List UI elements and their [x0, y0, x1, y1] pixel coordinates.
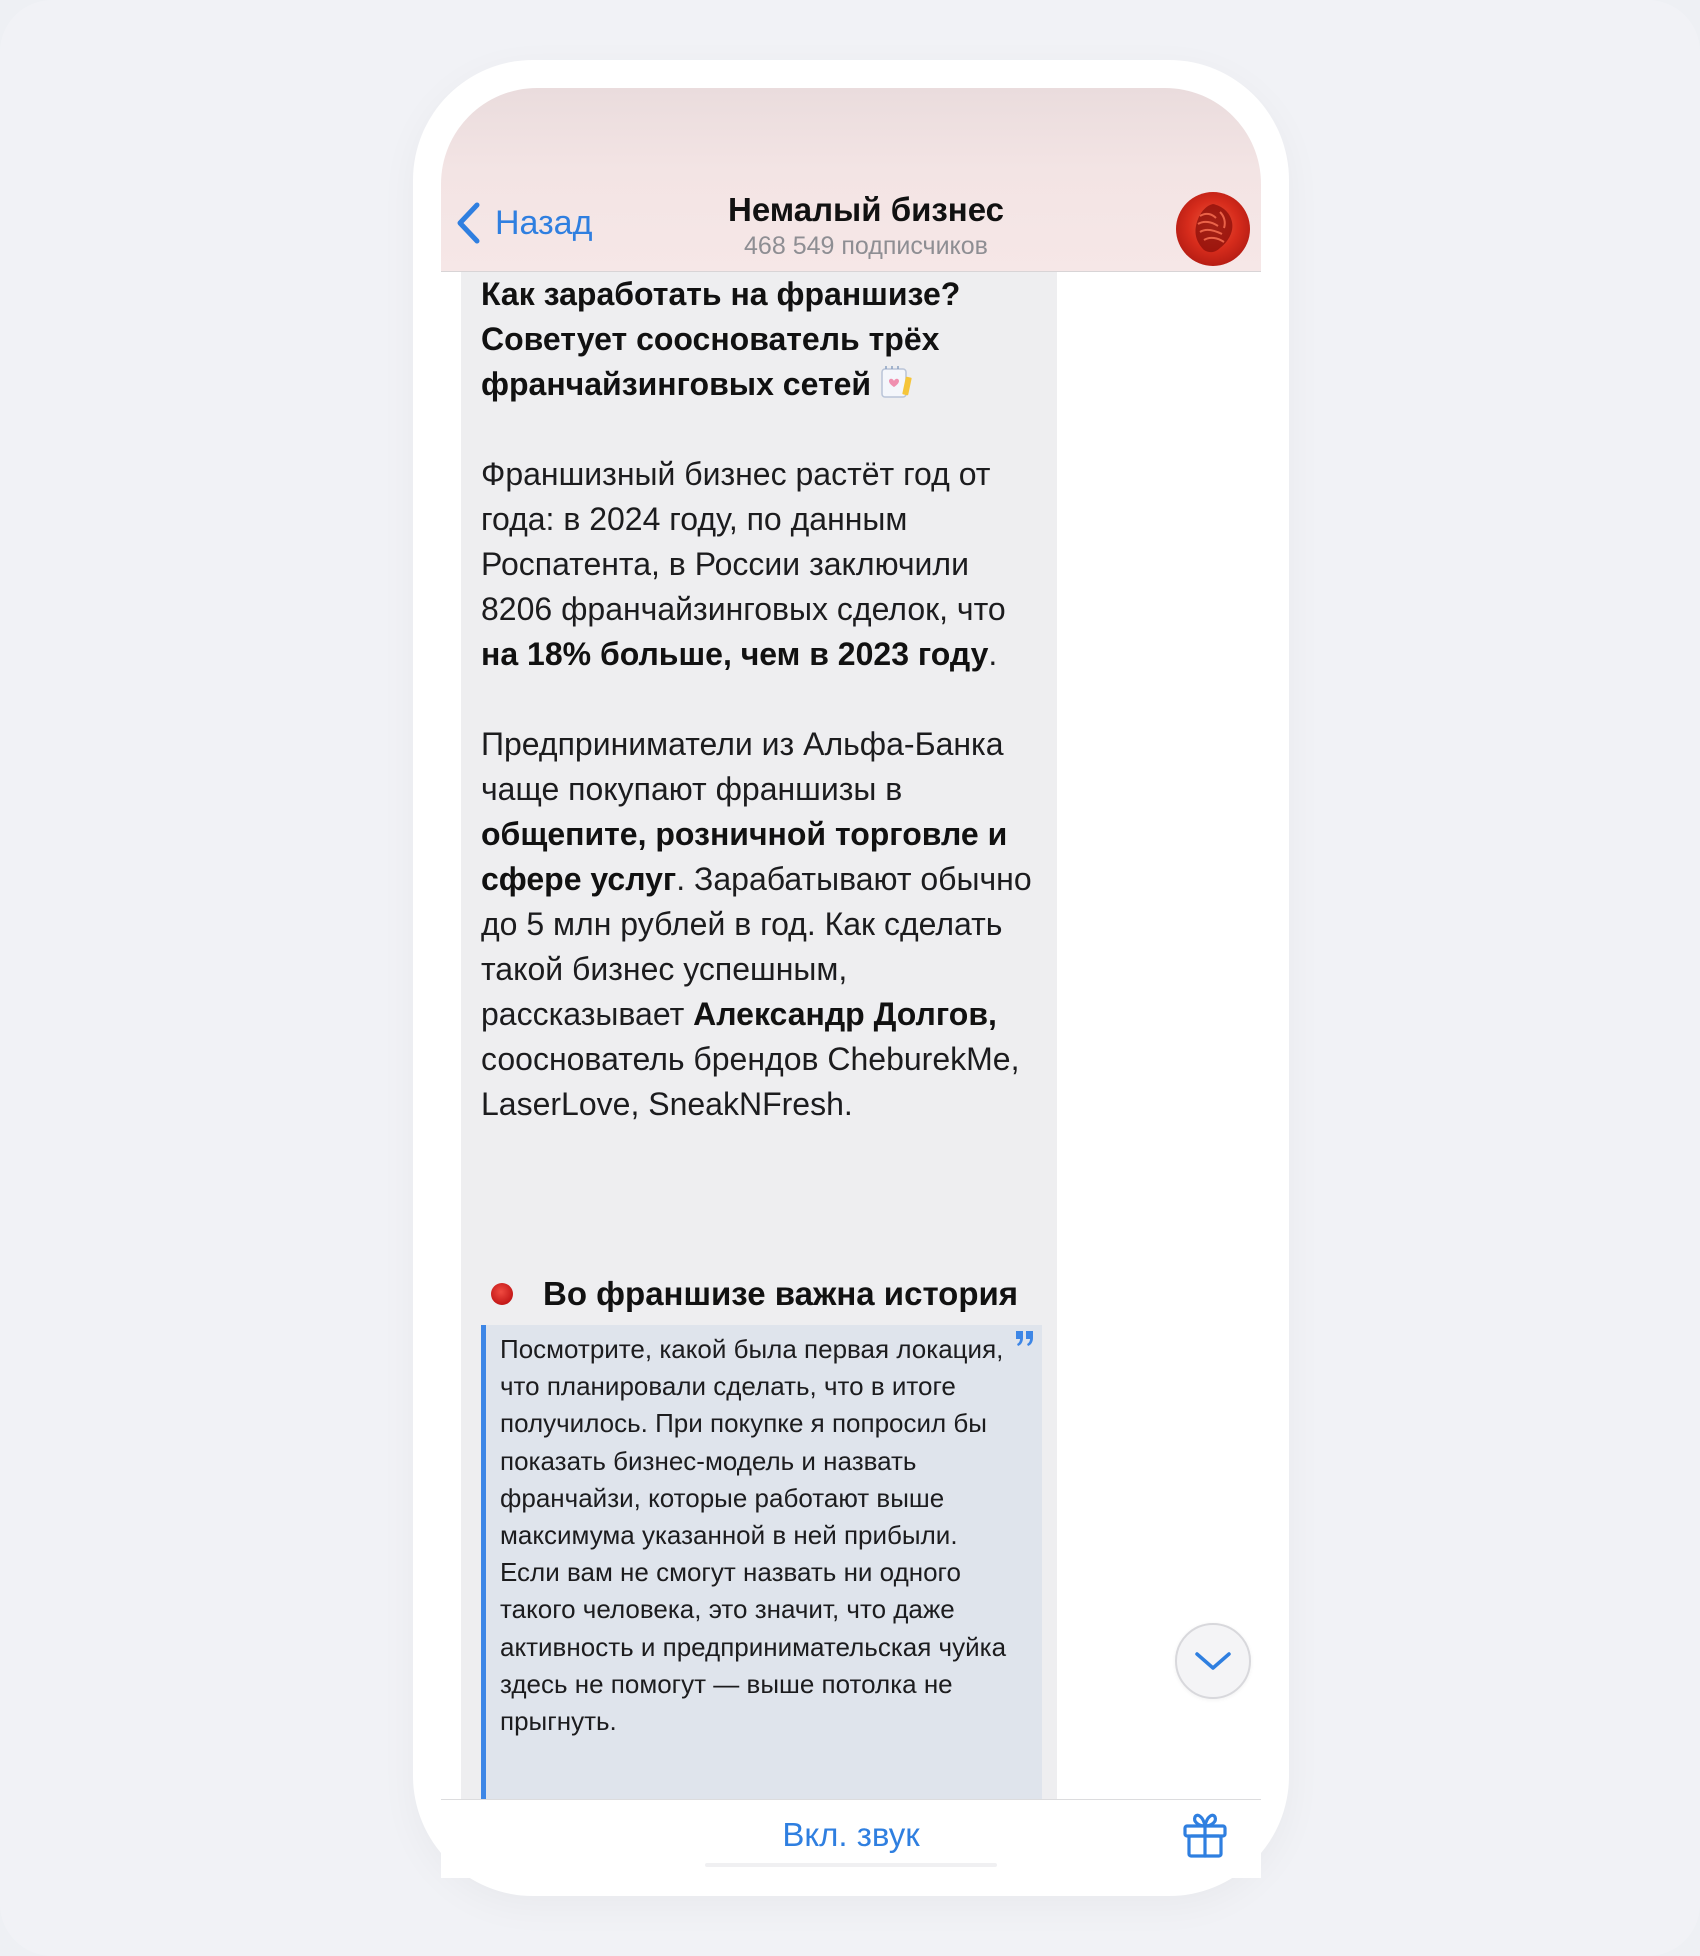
post-paragraph-1: Франшизный бизнес растёт год от года: в 2024 году, по данным Роспатента, в России заключили 8206 франчайзинговых сделок, что на 18% больше, чем в 2023 году. — [481, 456, 1006, 672]
back-button[interactable] — [455, 198, 592, 248]
unmute-button[interactable]: Вкл. звук — [782, 1816, 920, 1853]
quote-block — [481, 1325, 1042, 1799]
channel-title: Немалый бизнес — [728, 191, 1004, 228]
post-heading-line-2: Советует сооснователь трёх — [481, 321, 940, 357]
post-paragraph-2: Предприниматели из Альфа-Банка чаще покупают франшизы в общепите, розничной торговле и сфере услуг. Зарабатывают обычно до 5 млн рублей в год. Как сделать такой бизнес успешным, рассказывает Александр Долгов, сооснователь брендов CheburekMe, LaserLove, SneakNFresh. — [481, 726, 1032, 1122]
gift-button[interactable] — [1181, 1810, 1229, 1860]
scroll-to-bottom-button[interactable] — [1175, 1623, 1251, 1699]
channel-avatar[interactable] — [1176, 192, 1250, 266]
lion-logo-icon — [1176, 192, 1250, 266]
post-text — [481, 272, 1041, 1127]
channel-title-block[interactable] — [641, 190, 1091, 262]
section-heading-text: Во франшизе важна история — [543, 1275, 1019, 1312]
red-circle-emoji-icon — [491, 1283, 513, 1305]
home-indicator — [705, 1863, 997, 1867]
section-heading — [491, 1272, 1051, 1316]
memo-emoji-icon — [879, 365, 913, 401]
chat-header — [441, 88, 1261, 272]
post-heading-line-1: Как заработать на франшизе? — [481, 276, 961, 312]
telegram-screen — [441, 88, 1261, 1878]
chevron-left-icon — [455, 201, 481, 245]
subscriber-count: 468 549 подписчиков — [744, 232, 988, 260]
post-heading-line-3: франчайзинговых сетей — [481, 366, 872, 402]
quote-text: Посмотрите, какой была первая локация, что планировали сделать, что в итоге получилось. При покупке я попросил бы показать бизнес-модель и назвать франчайзи, которые работают выше максимума указанной в ней прибыли. Если вам не смогут назвать ни одного такого человека, это значит, что даже активность и предпринимательская чуйка здесь не помогут — выше потолка не прыгнуть. — [500, 1334, 1007, 1737]
chevron-down-icon — [1193, 1649, 1233, 1673]
channel-post[interactable] — [461, 272, 1057, 1799]
back-label: Назад — [495, 203, 593, 242]
gift-icon — [1181, 1810, 1229, 1860]
